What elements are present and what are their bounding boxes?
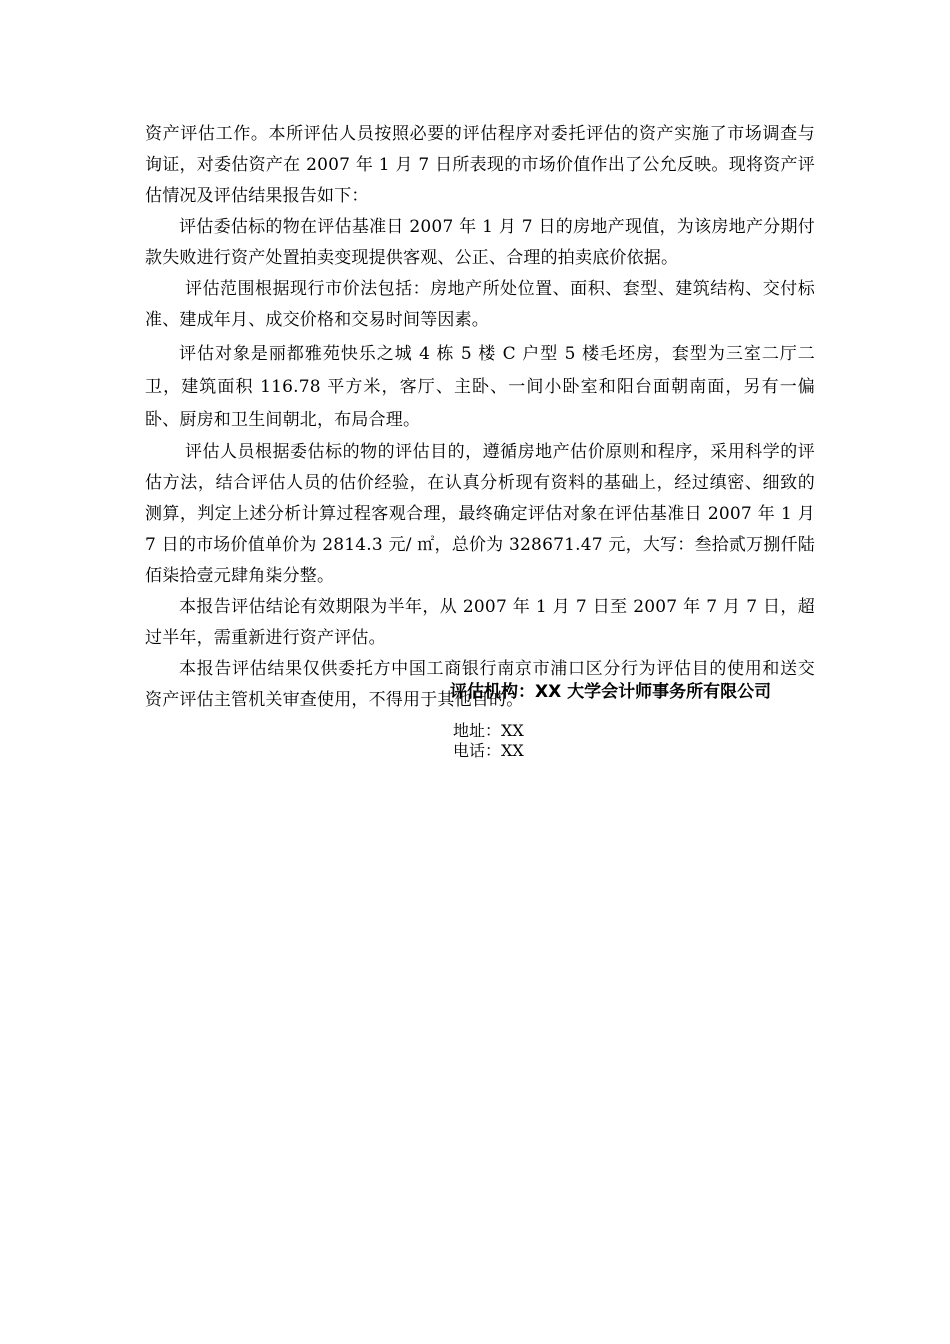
paragraph-validity-period: 本报告评估结论有效期限为半年，从 2007 年 1 月 7 日至 2007 年 7 月 7 日，超过半年，需重新进行资产评估。 <box>145 597 815 648</box>
address-line: 地址：XX <box>453 721 524 740</box>
paragraph-assessment-scope: 评估范围根据现行市价法包括：房地产所处位置、面积、套型、建筑结构、交付标准、建成年月、成交价格和交易时间等因素。 <box>145 279 815 330</box>
paragraph-assessment-object: 评估对象是丽都雅苑快乐之城 4 栋 5 楼 C 户型 5 楼毛坯房，套型为三室二厅二卫，建筑面积 116.78 平方米，客厅、主卧、一间小卧室和阳台面朝南面，另有一偏卧、厨房和卫生间朝北，布局合理。 <box>145 344 815 430</box>
paragraph-assessment-result: 评估人员根据委估标的物的评估目的，遵循房地产估价原则和程序，采用科学的评估方法，结合评估人员的估价经验，在认真分析现有资料的基础上，经过缜密、细致的测算，判定上述分析计算过程客观合理，最终确定评估对象在评估基准日 2007 年 1 月 7 日的市场价值单价为 2814.3 元/ ㎡，总价为 328671.47 元，大写：叁拾贰万捌仟陆佰柒拾壹元肆角柒分整。 <box>145 442 815 586</box>
assessment-agency-signature: 评估机构：XX 大学会计师事务所有限公司 <box>450 682 772 702</box>
paragraph-assessment-intro: 资产评估工作。本所评估人员按照必要的评估程序对委托评估的资产实施了市场调查与询证，对委估资产在 2007 年 1 月 7 日所表现的市场价值作出了公允反映。现将资产评估情况及评估结果报告如下： <box>145 124 815 206</box>
contact-info <box>453 721 524 761</box>
paragraph-usage-restriction: 本报告评估结果仅供委托方中国工商银行南京市浦口区分行为评估目的使用和送交资产评估主管机关审查使用，不得用于其他目的。 <box>145 659 815 710</box>
report-body <box>145 119 815 716</box>
paragraph-assessment-purpose: 评估委估标的物在评估基准日 2007 年 1 月 7 日的房地产现值，为该房地产分期付款失败进行资产处置拍卖变现提供客观、公正、合理的拍卖底价依据。 <box>145 217 815 268</box>
phone-line: 电话：XX <box>453 741 524 760</box>
